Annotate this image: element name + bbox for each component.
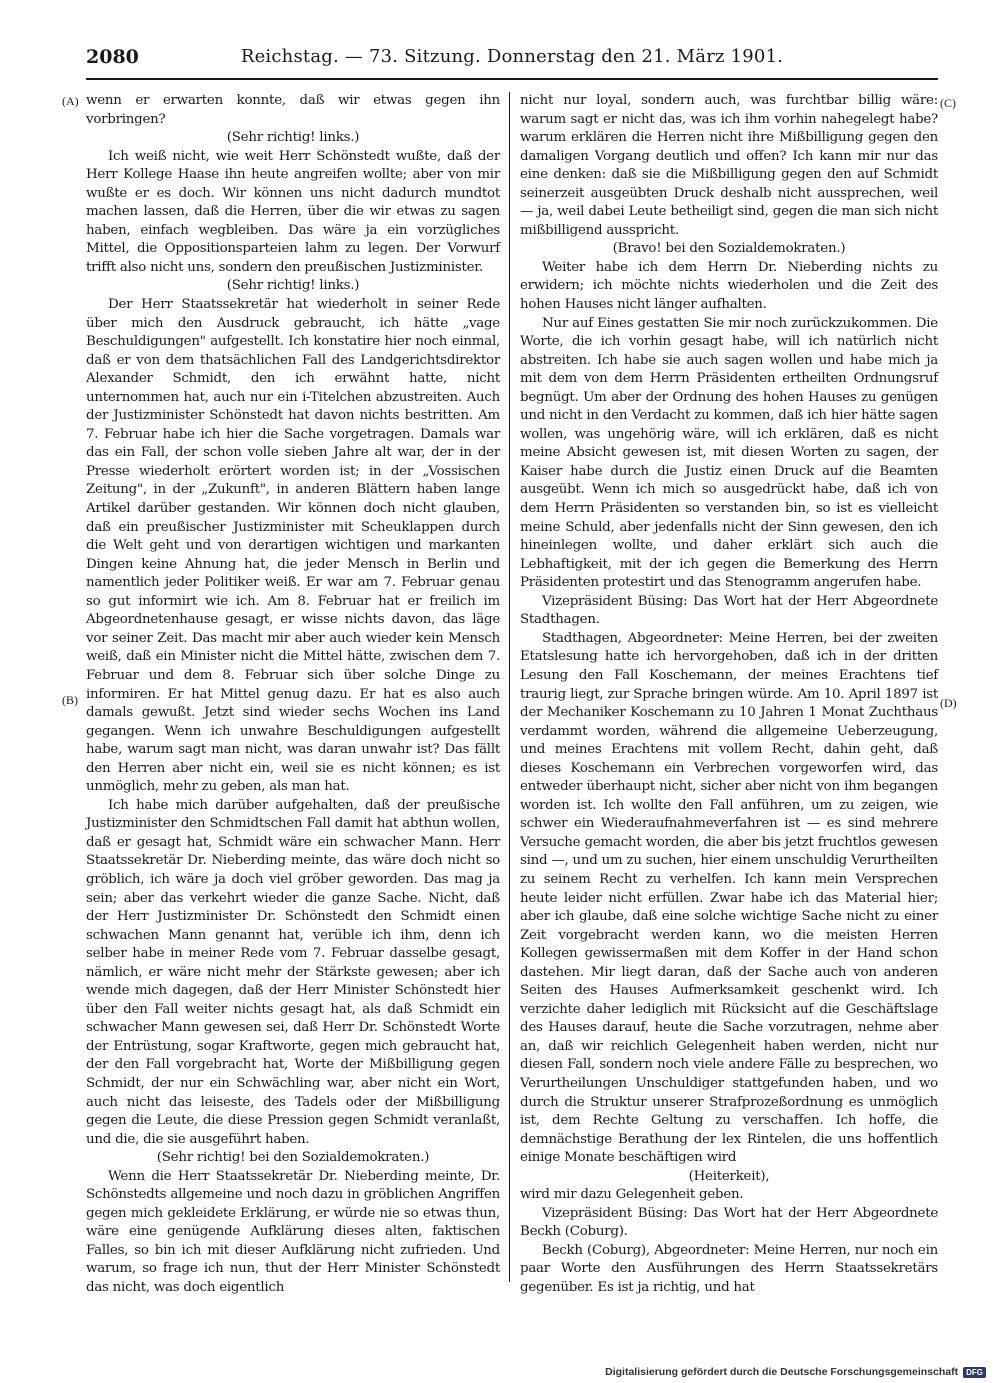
paragraph: Weiter habe ich dem Herrn Dr. Nieberding nichts zu erwidern; ich möchte nichts wiederholen und die Zeit des hohen Hauses nicht länger aufhalten. [520, 259, 938, 313]
margin-marker-c: (C) [940, 96, 956, 110]
page-number: 2080 [86, 46, 139, 68]
margin-marker-a: (A) [62, 94, 79, 108]
paragraph: nicht nur loyal, sondern auch, was furchtbar billig wäre: warum sagt er nicht das, was ich ihm vorhin nahegelegt habe? warum erklären die Herren nicht ihre Mißbilligung gegen den damaligen Vorgang deutlich und offen? Ich kann mir nur das eine denken: daß sie die Mißbilligung gegen den auf Schmidt seinerzeit ausgeübten Druck deshalb nicht aussprechen, weil — ja, weil dabei Leute betheiligt sind, gegen die man sich nicht mißbilligend ausspricht. [520, 93, 938, 238]
page-header [86, 44, 938, 80]
right-column [520, 92, 938, 1298]
interjection: (Sehr richtig! links.) [226, 130, 360, 146]
paragraph: wenn er erwarten konnte, daß wir etwas gegen ihn vorbringen? [86, 93, 500, 127]
paragraph: Ich weiß nicht, wie weit Herr Schönstedt wußte, daß der Herr Kollege Haase ihn heute angreifen wollte; aber von mir wußte er es doch. Wir können uns nicht dadurch mundtot machen lassen, daß die Herren, über die wir etwas zu sagen haben, einfach wegbleiben. Das wäre ja ein vorzügliches Mittel, die Oppositionsparteien lahm zu legen. Der Vorwurf trifft also nicht uns, sondern den preußischen Justizminister. [86, 148, 500, 275]
interjection: (Bravo! bei den Sozialdemokraten.) [612, 241, 846, 257]
column-divider [509, 92, 510, 1282]
paragraph: Nur auf Eines gestatten Sie mir noch zurückzukommen. Die Worte, die ich vorhin gesagt habe, will ich natürlich nicht abstreiten. Ich habe sie auch sagen wollen und habe mich ja mit dem von dem Herrn Präsidenten ertheilten Ordnungsruf begnügt. Um aber der Ordnung des hohen Hauses zu genügen und nicht in den Verdacht zu kommen, daß ich hier hätte sagen wollen, was ungehörig wäre, will ich erklären, daß es nicht meine Absicht gewesen ist, mit diesen Worten zu sagen, der Kaiser habe durch die Justiz einen Druck auf die Beamten ausgeübt. Wenn ich mich so ausgedrückt habe, daß ich von dem Herrn Präsidenten so verstanden bin, so ist es vielleicht meine Schuld, aber jedenfalls nicht der Sinn gewesen, den ich hineinlegen wollte, und daher erklärt sich auch die Lebhaftigkeit, mit der ich gegen die Bemerkung des Herrn Präsidenten protestirt und das Stenogramm angerufen habe. [520, 315, 938, 591]
interjection: (Heiterkeit), [688, 1168, 770, 1184]
digitization-footer [605, 1364, 986, 1380]
speaker-paragraph: Vizepräsident Büsing: Das Wort hat der Herr Abgeordnete Stadthagen. [520, 593, 938, 628]
interjection: (Sehr richtig! bei den Sozialdemokraten.) [156, 1150, 430, 1166]
running-head: Reichstag. — 73. Sitzung. Donnerstag den 21. März 1901. [240, 46, 784, 67]
left-column [86, 92, 500, 1298]
paragraph: Der Herr Staatssekretär hat wiederholt in seiner Rede über mich den Ausdruck gebraucht, ich hätte „vage Beschuldigungen" aufgestellt. Ich konstatire hier noch einmal, daß er von dem thatsächlichen Fall des Landgerichtsdirektor Alexander Schmidt, den ich erwähnt hatte, nicht unternommen hat, auch nur ein i-Titelchen abzustreiten. Auch der Justizminister Schönstedt hat davon nichts bestritten. Am 7. Februar habe ich hier die Sache vorgetragen. Damals war das ein Fall, der schon volle sieben Jahre alt war, der in der Presse wiederholt erörtert worden ist; in der „Vossischen Zeitung", in der „Zukunft", in anderen Blättern haben lange Artikel darüber gestanden. Wir können doch nicht glauben, daß ein preußischer Justizminister mit Scheuklappen durch die Welt geht und von derartigen wichtigen und markanten Dingen keine Ahnung hat, die jeder Mensch in Berlin und namentlich jeder Politiker weiß. Er war am 7. Februar genau so gut informirt wie ich. Am 8. Februar hat er freilich im Abgeordnetenhause gesagt, er wisse nichts davon, das läge vor seiner Zeit. Das macht mir aber auch wieder kein Mensch weiß, daß ein Minister nicht die Mittel hätte, zwischen dem 7. Februar und dem 8. Februar sich über solche Dinge zu informiren. Er hat Mittel genug dazu. Er hat es also auch damals gewußt. Jetzt sind wieder sechs Wochen ins Land gegangen. Wenn ich unwahre Beschuldigungen aufgestellt habe, warum sagt man nicht, was daran unwahr ist? Das fällt den Herren aber nicht ein, weil sie es nicht können; es ist unmöglich, mehr zu geben, als man hat. [86, 297, 500, 795]
margin-marker-b: (B) [62, 693, 78, 707]
paragraph: Ich habe mich darüber aufgehalten, daß der preußische Justizminister den Schmidtschen Fall damit hat abthun wollen, daß er gesagt hat, Schmidt wäre ein schwacher Mann. Herr Staatssekretär Dr. Nieberding meinte, das wäre doch nicht so gröblich, ich wäre ja doch viel gröber geworden. Das mag ja sein; aber das verkehrt wieder die ganze Sache. Nicht, daß der Herr Justizminister Dr. Schönstedt den Schmidt einen schwachen Mann genannt hat, verüble ich ihm, denn ich selber habe in meiner Rede vom 7. Februar dasselbe gesagt, nämlich, er wäre nicht mehr der Stärkste gewesen; aber ich wende mich dagegen, daß der Herr Minister Schönstedt hier über den Fall weiter nichts gesagt hat, als daß Schmidt ein schwacher Mann gewesen sei, daß Herr Dr. Schönstedt Worte der Entrüstung, sogar Kraftworte, gegen mich gebraucht hat, der den Fall vorgebracht hat, Worte der Mißbilligung gegen Schmidt, der nur ein Schwächling war, aber nicht ein Wort, auch nicht das leiseste, des Tadels oder der Mißbilligung gegen die Leute, die diese Pression gegen Schmidt veranlaßt, und die, die sie ausgeführt haben. [86, 797, 500, 1147]
speaker-paragraph: Beckh (Coburg), Abgeordneter: Meine Herren, nur noch ein paar Worte den Ausführungen des Herrn Staatssekretärs gegenüber. Es ist ja richtig, und hat [520, 1242, 938, 1295]
speaker-paragraph: Vizepräsident Büsing: Das Wort hat der Herr Abgeordnete Beckh (Coburg). [520, 1205, 938, 1240]
speaker-paragraph: Stadthagen, Abgeordneter: Meine Herren, bei der zweiten Etatslesung hatte ich hervorgehoben, daß ich in der dritten Lesung den Fall Koschemann, der meines Erachtens tief traurig liegt, zur Sprache bringen würde. Am 10. April 1897 ist der Mechaniker Koschemann zu 10 Jahren 1 Monat Zuchthaus verdammt worden, während die allgemeine Ueberzeugung, und meines Erachtens mit vollem Recht, dahin geht, daß dieses Koschemann ein Verbrechen vorgeworfen wird, das entweder überhaupt nicht, sicher aber nicht von ihm begangen worden ist. Ich wollte den Fall anführen, um zu zeigen, wie schwer ein Wiederaufnahmeverfahren ist — es sind mehrere Versuche gemacht worden, die aber bis jetzt fruchtlos gewesen sind —, und um zu suchen, hier einem unschuldig Verurtheilten zu seinem Recht zu verhelfen. Ich kann mein Versprechen heute leider nicht erfüllen. Zwar habe ich das Material hier; aber ich glaube, daß eine solche wichtige Sache nicht zu einer Zeit vorgebracht werden kann, wo die meisten Herren Kollegen gewissermaßen mit dem Koffer in der Hand schon dastehen. Mir liegt daran, daß der Sache auch von anderen Seiten des Hauses Aufmerksamkeit geschenkt wird. Ich verzichte daher lediglich mit Rücksicht auf die Geschäftslage des Hauses darauf, heute die Sache vorzutragen, nehme aber an, daß wir reichlich Gelegenheit haben werden, nicht nur diesen Fall, sondern noch viele andere Fälle zu besprechen, wo Verurtheilungen Unschuldiger stattgefunden haben, und wo durch die Struktur unserer Strafprozeßordnung es unmöglich ist, dem Rechte Geltung zu verschaffen. Ich hoffe, die demnächstige Berathung der lex Rintelen, die uns hoffentlich einige Monate beschäftigen wird [520, 630, 938, 1166]
interjection: (Sehr richtig! links.) [226, 278, 360, 294]
paragraph: wird mir dazu Gelegenheit geben. [520, 1187, 744, 1203]
dfg-logo: DFG [963, 1367, 986, 1378]
paragraph: Wenn die Herr Staatssekretär Dr. Nieberding meinte, Dr. Schönstedts allgemeine und noch dazu in gröblichen Angriffen gegen mich gekleidete Erklärung, er würde nie so etwas thun, wäre eine genügende Aufklärung dieses alten, faktischen Falles, so bin ich mit dieser Aufklärung nicht zufrieden. Und warum, so frage ich nun, thut der Herr Minister Schönstedt das nicht, was doch eigentlich [86, 1168, 500, 1295]
footer-text: Digitalisierung gefördert durch die Deutsche Forschungsgemeinschaft [605, 1366, 959, 1378]
margin-marker-d: (D) [940, 696, 957, 710]
